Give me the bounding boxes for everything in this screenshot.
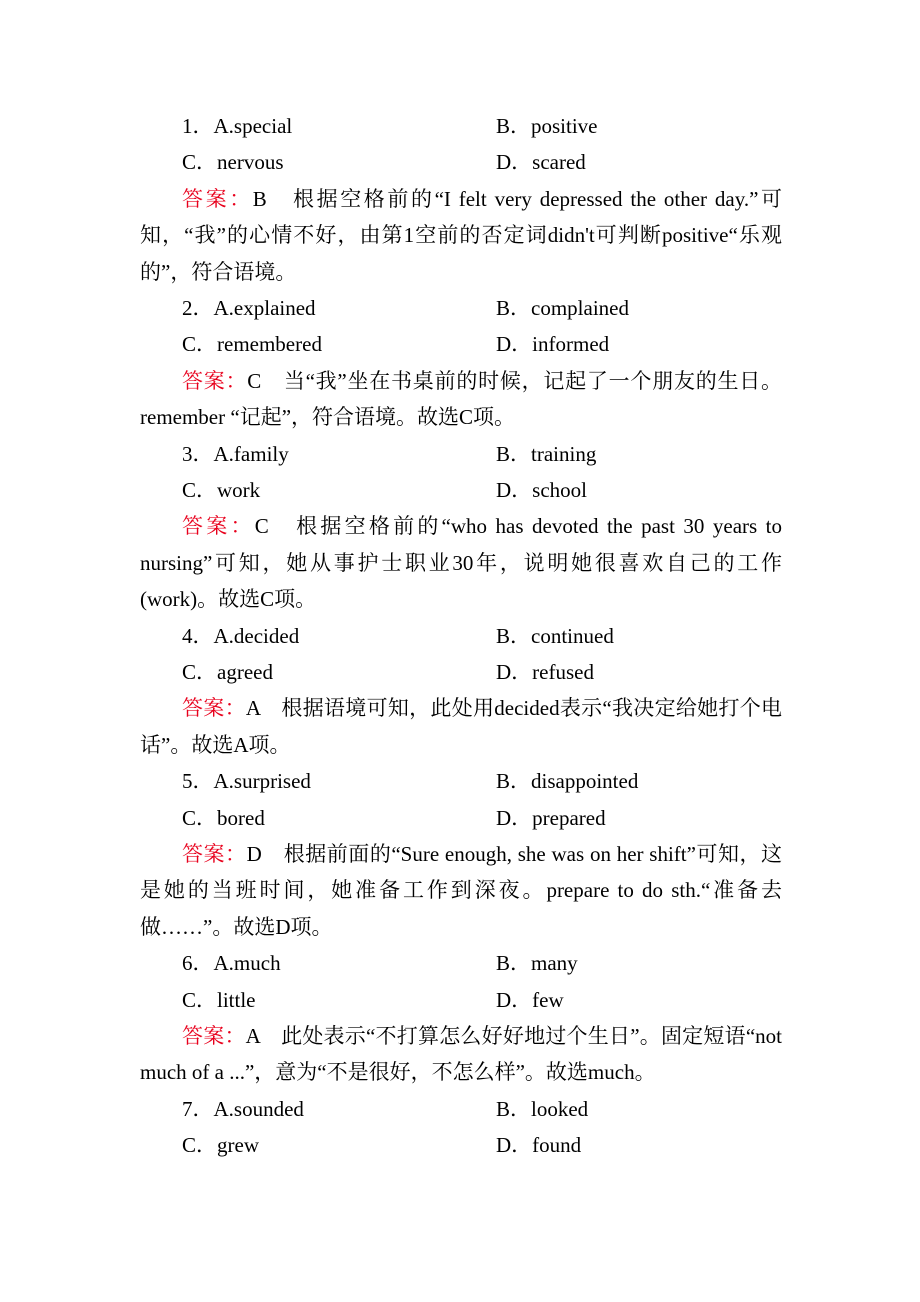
answer-text: A 此处表示“不打算怎么好好地过个生日”。固定短语“not much of a ...”，意为“不是很好，不怎么样”。故选much。 xyxy=(140,1023,782,1085)
options-row xyxy=(140,800,782,836)
option-d: D．prepared xyxy=(496,805,606,830)
option-c: C．little xyxy=(182,987,256,1012)
option-a: 1．A.special xyxy=(182,114,293,138)
options-row xyxy=(140,618,782,654)
option-d: D．school xyxy=(496,477,587,502)
answer-explanation xyxy=(140,1018,782,1091)
option-d: D．found xyxy=(496,1133,582,1158)
answer-label: 答案： xyxy=(182,368,248,393)
answer-text: B 根据空格前的“I felt very depressed the other day.”可知，“我”的心情不好，由第1空前的否定词didn't可判断positive“乐观的”，符合语境。 xyxy=(140,186,783,284)
option-b: B．complained xyxy=(496,296,629,320)
option-b: B．many xyxy=(496,951,578,976)
question-5 xyxy=(140,763,782,945)
options-row xyxy=(140,108,782,144)
answer-label: 答案： xyxy=(182,696,246,721)
answer-label: 答案： xyxy=(182,841,247,866)
option-a: 6．A.much xyxy=(182,951,281,976)
options-row xyxy=(140,763,782,799)
question-4 xyxy=(140,618,782,764)
options-row xyxy=(140,290,782,326)
options-row xyxy=(140,326,782,362)
option-a: 5．A.surprised xyxy=(182,769,311,794)
option-b: B．training xyxy=(496,441,597,466)
question-7 xyxy=(140,1091,782,1164)
answer-explanation xyxy=(140,836,782,945)
option-c: C．grew xyxy=(182,1133,259,1158)
answer-explanation xyxy=(140,181,782,290)
option-a: 7．A.sounded xyxy=(182,1096,304,1121)
options-row xyxy=(140,654,782,690)
answer-explanation xyxy=(140,508,782,617)
option-b: B．looked xyxy=(496,1096,589,1121)
question-6 xyxy=(140,945,782,1091)
options-row xyxy=(140,945,782,981)
options-row xyxy=(140,472,782,508)
question-2 xyxy=(140,290,782,436)
option-c: C．bored xyxy=(182,805,265,830)
option-d: D．informed xyxy=(496,332,610,357)
option-c: C．nervous xyxy=(182,150,284,175)
question-3 xyxy=(140,436,782,618)
option-c: C．remembered xyxy=(182,332,322,357)
options-row xyxy=(140,436,782,472)
option-b: B．disappointed xyxy=(496,769,639,794)
option-a: 3．A.family xyxy=(182,441,289,466)
answer-text: C 根据空格前的“who has devoted the past 30 years to nursing”可知，她从事护士职业30年，说明她很喜欢自己的工作(work)。故选C项。 xyxy=(140,514,783,612)
options-row xyxy=(140,144,782,180)
document-page xyxy=(140,108,782,1164)
option-b: B．positive xyxy=(496,114,598,138)
options-row xyxy=(140,982,782,1018)
option-d: D．refused xyxy=(496,659,594,684)
answer-text: D 根据前面的“Sure enough, she was on her shift”可知，这是她的当班时间，她准备工作到深夜。prepare to do sth.“准备去做……”。故选D项。 xyxy=(140,841,783,939)
answer-explanation xyxy=(140,690,782,763)
option-b: B．continued xyxy=(496,623,614,648)
question-1 xyxy=(140,108,782,290)
answer-label: 答案： xyxy=(182,1023,246,1048)
answer-label: 答案： xyxy=(182,514,255,539)
option-a: 4．A.decided xyxy=(182,623,300,648)
option-d: D．scared xyxy=(496,150,586,175)
options-row xyxy=(140,1091,782,1127)
option-c: C．work xyxy=(182,477,261,502)
answer-explanation xyxy=(140,363,782,436)
option-c: C．agreed xyxy=(182,659,273,684)
answer-text: A 根据语境可知，此处用decided表示“我决定给她打个电话”。故选A项。 xyxy=(140,696,783,757)
options-row xyxy=(140,1127,782,1163)
answer-label: 答案： xyxy=(182,186,253,211)
option-a: 2．A.explained xyxy=(182,296,316,320)
answer-text: C 当“我”坐在书桌前的时候，记起了一个朋友的生日。remember “记起”，符合语境。故选C项。 xyxy=(140,368,783,430)
option-d: D．few xyxy=(496,987,564,1012)
